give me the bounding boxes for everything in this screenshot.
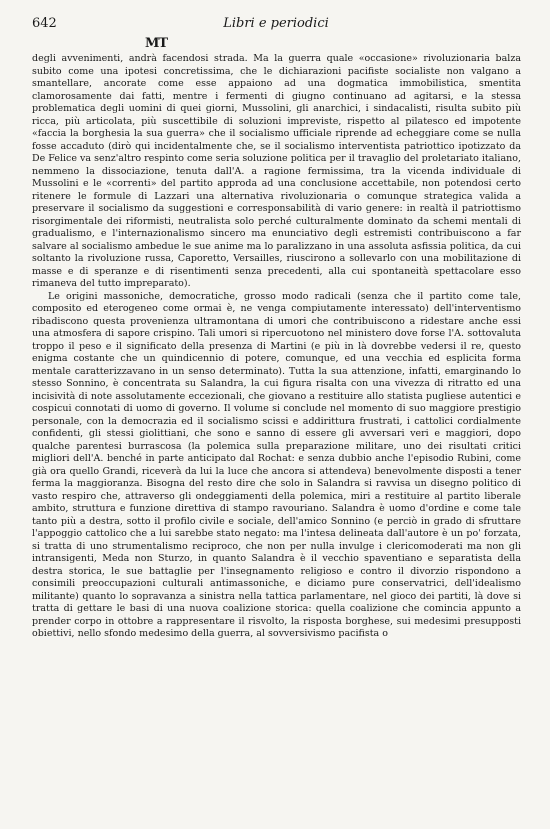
page-number: 642: [32, 16, 57, 31]
ink-stamp: MT: [145, 36, 168, 51]
paragraph-2: Le origini massoniche, democratiche, grosso modo radicali (senza che il partito come tale, composito ed eterogeneo come ormai è, ne venga compiutamente interessato) dell'interventismo ribadiscono questa provenienza ultramontana di umori che contribuiscono a ridestare anche essi una atmosfera di sapore crispino. Tali umori si ripercuotono nel ministero dove forse l'A. sottovaluta troppo il peso e il significato della presenza di Martini (e più in là dovrebbe vedersi il re, questo enigma costante che un quindicennio di potere, comunque, ed una vecchia ed esplicita forma mentale caratterizzavano in un senso determinato). Tutta la sua attenzione, infatti, emarginando lo stesso Sonnino, è concentrata su Salandra, la cui figura risalta con una vivezza di ritratto ed una incisività di note assolutamente eccezionali, che giovano a restituire allo statista pugliese autentici e cospicui connotati di uomo di governo. Il volume si conclude nel momento di suo maggiore prestigio personale, con la democrazia ed il socialismo scissi e addirittura frustrati, i cattolici cordialmente confidenti, gli stessi giolittiani, che sono e sanno di essere gli avversari veri e maggiori, dopo qualche parentesi burrascosa (la polemica sulla preparazione militare, uno dei risultati critici migliori dell'A. benché in parte anticipato dal Rochat: e senza dubbio anche l'episodio Rubini, come già ora quello Grandi, riceverà da lui la luce che ancora si attendeva) benevolmente disposti a tener ferma la maggioranza. Bisogna del resto dire che solo in Salandra si ravvisa un disegno politico di vasto respiro che, attraverso gli ondeggiamenti della polemica, miri a restituire al partito liberale ambito, struttura e funzione direttiva di stampo ravouriano. Salandra è uomo d'ordine e come tale tanto più a destra, sotto il profilo civile e sociale, dell'amico Sonnino (e perciò in grado di sfruttare l'appoggio cattolico che a lui sarebbe stato negato: ma l'intesa delineata dall'autore è un po' forzata, si tratta di uno strumentalismo reciproco, che non per nulla invulge i clericomoderati ma non gli intransigenti, Meda non Sturzo, in quanto Salandra è il vecchio spaventiano e separatista della destra storica, le sue battaglie per l'insegnamento religioso e contro il divorzio rispondono a consimili preoccupazioni culturali antimassoniche, e diciamo pure conservatrici, dell'idealismo militante) quanto lo sopravanza a sinistra nella tattica parlamentare, nel gioco dei partiti, là dove si tratta di gettare le basi di una nuova coalizione storica: quella coalizione che comincia appunto a prender corpo in ottobre a rappresentare il risvolto, la risposta borghese, sui medesimi presupposti obiettivi, nello sfondo medesimo della guerra, al sovversivismo pacifista o: [32, 290, 521, 639]
running-title: Libri e periodici: [223, 16, 329, 31]
page-header: [32, 16, 520, 36]
paragraph-1: degli avvenimenti, andrà facendosi strada. Ma la guerra quale «occasione» rivoluzionaria balza subito come una ipotesi concretissima, che le dichiarazioni pacifiste socialiste non valgano a smantellare, ancorate come esse appaiono ad una dogmatica immobilistica, smentita clamorosamente dai fatti, mentre i fermenti di giugno continuano ad agitarsi, e la stessa problematica degli uomini di quei giorni, Mussolini, gli anarchici, i sindacalisti, risulta subito più ricca, più articolata, più suscettibile di soluzioni impreviste, rispetto al pilatesco ed impotente «faccia la borghesia la sua guerra» che il socialismo ufficiale riprende ad echeggiare come se nulla fosse accaduto (dirò qui incidentalmente che, se il socialismo interventista patriottico ipotizzato da De Felice va senz'altro respinto come seria soluzione politica per il travaglio del proletariato italiano, nemmeno la dissociazione, tenuta dall'A. a ragione fermissima, tra la vicenda individuale di Mussolini e le «correnti» del partito approda ad una conclusione accettabile, non potendosi certo ritenere le formule di Lazzari una alternativa rivoluzionaria o comunque strategica valida a preservare il socialismo da suggestioni e corresponsabilità di vario genere: in realtà il patriottismo risorgimentale dei riformisti, neutralista solo perché culturalmente dominato da schemi mentali di gradualismo, e l'internazionalismo sincero ma enunciativo degli estremisti contribuiscono a far salvare al socialismo ambedue le sue anime ma lo paralizzano in una assoluta asfissia politica, da cui soltanto la rivoluzione russa, Caporetto, Versailles, riuscirono a sollevarlo con una mobilitazione di masse e di speranze e di risentimenti senza precedenti, alla cui spontaneità spettacolare esso rimaneva del tutto impreparato).: [32, 53, 521, 289]
article-body: [32, 53, 521, 641]
